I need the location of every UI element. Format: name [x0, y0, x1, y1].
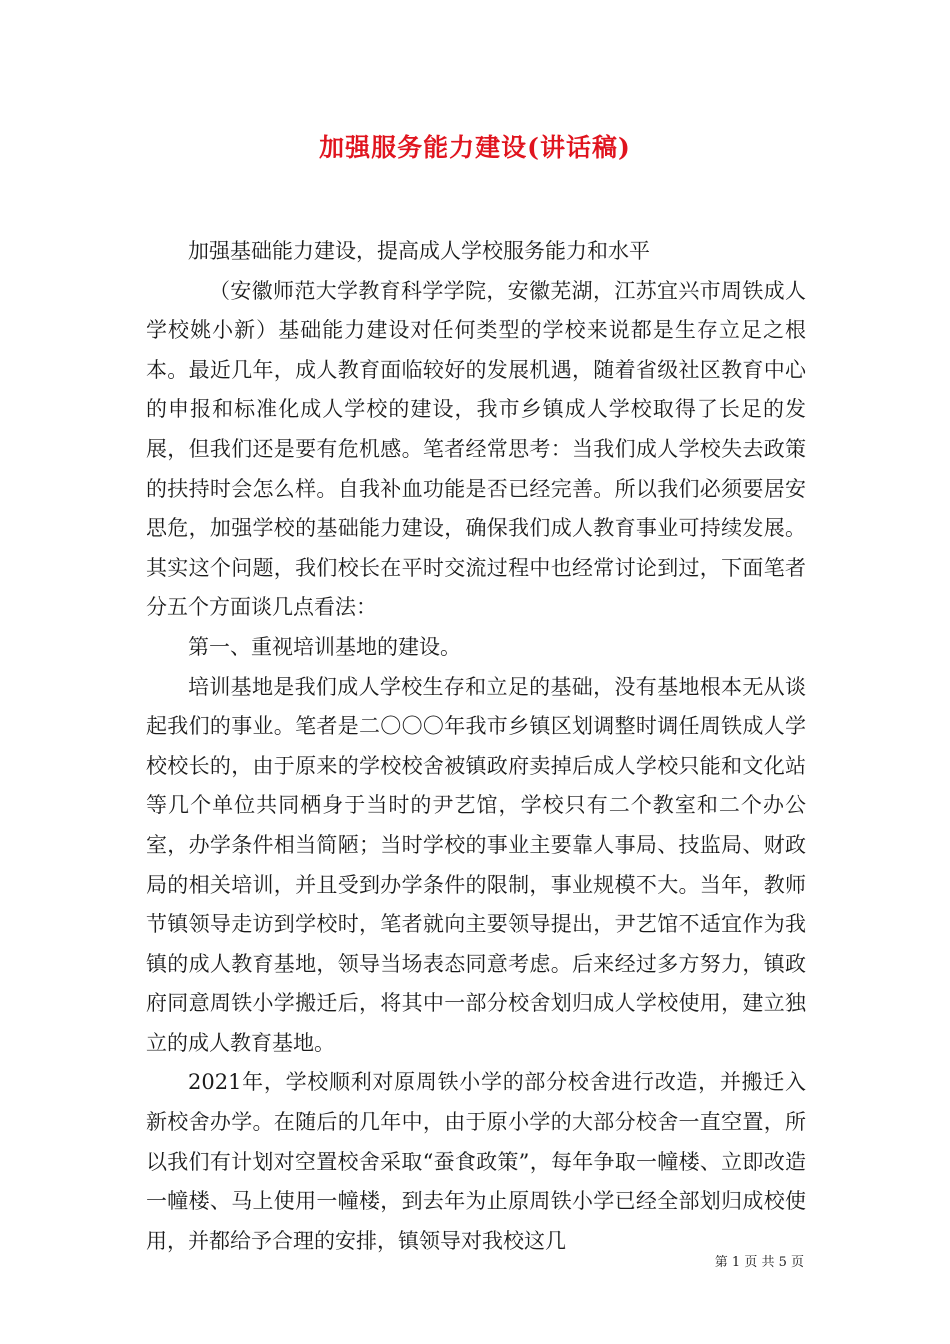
body-paragraph: 培训基地是我们成人学校生存和立足的基础，没有基地根本无从谈起我们的事业。笔者是二〇〇〇年我市乡镇区划调整时调任周铁成人学校校长的，由于原来的学校校舍被镇政府卖掉后成人学校只能和文化站等几个单位共同栖身于当时的尹艺馆，学校只有二个教室和二个办公室，办学条件相当简陋；当时学校的事业主要靠人事局、技监局、财政局的相关培训，并且受到办学条件的限制，事业规模不大。当年，教师节镇领导走访到学校时，笔者就向主要领导提出，尹艺馆不适宜作为我镇的成人教育基地，领导当场表态同意考虑。后来经过多方努力，镇政府同意周铁小学搬迁后，将其中一部分校舍划归成人学校使用，建立独立的成人教育基地。	[146, 674, 806, 1055]
section-heading: 第一、重视培训基地的建设。	[188, 634, 461, 659]
subtitle-paragraph: 加强基础能力建设，提高成人学校服务能力和水平	[188, 239, 650, 263]
document-body	[146, 232, 806, 1261]
intro-paragraph: （安徽师范大学教育科学学院，安徽芜湖，江苏宜兴市周铁成人学校姚小新）基础能力建设对任何类型的学校来说都是生存立足之根本。最近几年，成人教育面临较好的发展机遇，随着省级社区教育中心的申报和标准化成人学校的建设，我市乡镇成人学校取得了长足的发展，但我们还是要有危机感。笔者经常思考：当我们成人学校失去政策的扶持时会怎么样。自我补血功能是否已经完善。所以我们必须要居安思危，加强学校的基础能力建设，确保我们成人教育事业可持续发展。其实这个问题，我们校长在平时交流过程中也经常讨论到过，下面笔者分五个方面谈几点看法：	[146, 278, 806, 620]
page-number: 第 1 页 共 5 页	[714, 1255, 804, 1270]
body-paragraph: 2021年，学校顺利对原周铁小学的部分校舍进行改造，并搬迁入新校舍办学。在随后的几年中，由于原小学的大部分校舍一直空置，所以我们有计划对空置校舍采取“蚕食政策”，每年争取一幢楼、立即改造一幢楼、马上使用一幢楼，到去年为止原周铁小学已经全部划归成校使用，并都给予合理的安排，镇领导对我校这几	[146, 1070, 806, 1253]
document-title: 加强服务能力建设(讲话稿)	[319, 133, 631, 162]
